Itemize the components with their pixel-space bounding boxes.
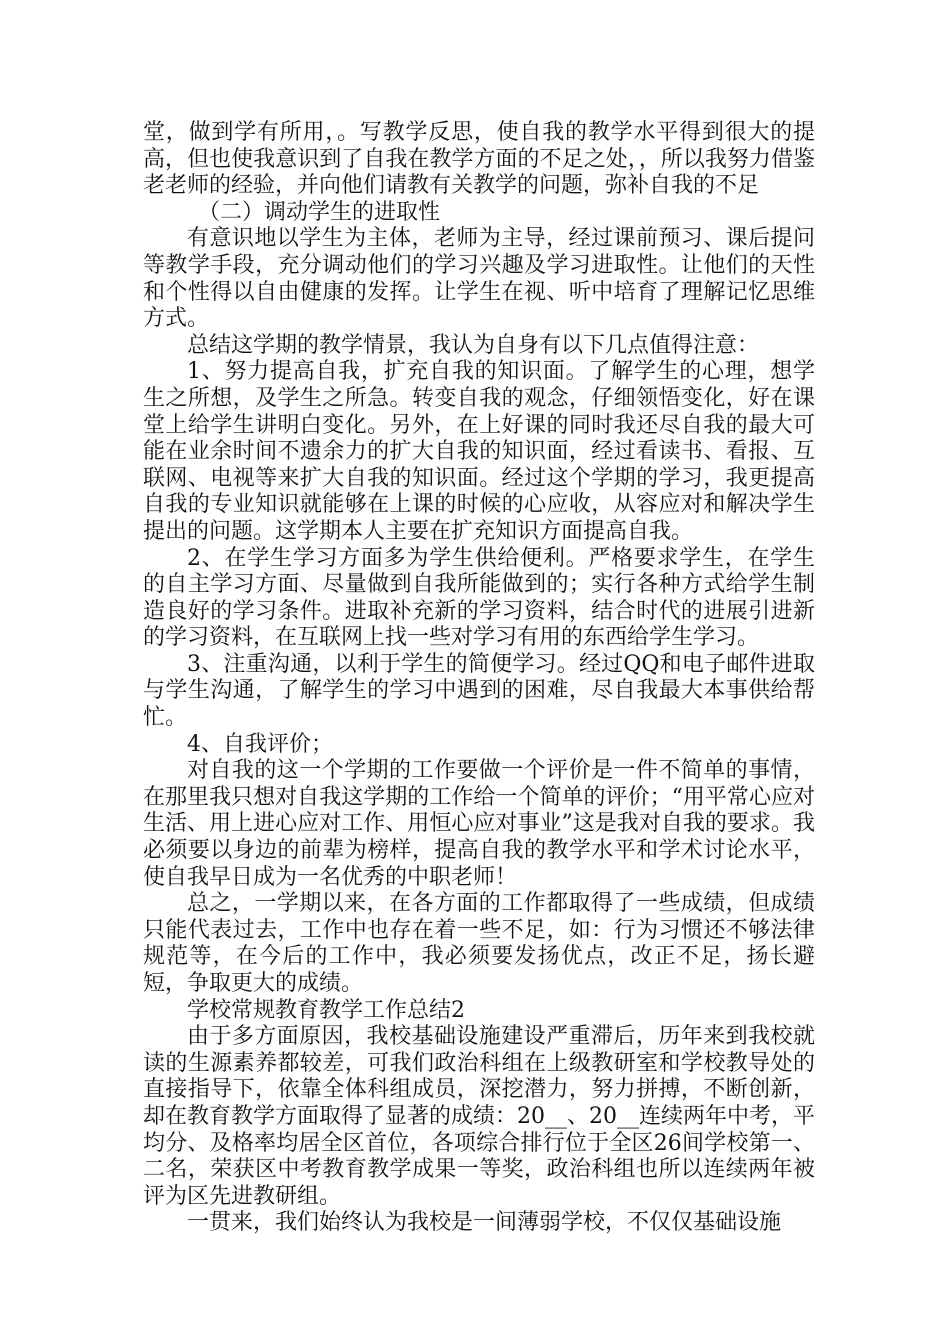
- list-item-paragraph: 1、努力提高自我，扩充自我的知识面。了解学生的心理，想学生之所想，及学生之所急。转变自我的观念，仔细领悟变化，好在课堂上给学生讲明白变化。另外，在上好课的同时我还尽自我的最大可能在业余时间不遗余力的扩大自我的知识面，经过看读书、看报、互联网、电视等来扩大自我的知识面。经过这个学期的学习，我更提高自我的专业知识就能够在上课的时候的心应收，从容应对和解决学生提出的问题。这学期本人主要在扩充知识方面提高自我。: [143, 359, 815, 544]
- paragraph: 堂，做到学有所用，。写教学反思，使自我的教学水平得到很大的提高，但也使我意识到了自我在教学方面的不足之处，，所以我努力借鉴老老师的经验，并向他们请教有关教学的问题，弥补自我的不足: [143, 120, 815, 199]
- paragraph: 总结这学期的教学情景，我认为自身有以下几点值得注意：: [187, 332, 760, 358]
- list-item-paragraph: 3、注重沟通，以利于学生的简便学习。经过QQ和电子邮件进取与学生沟通，了解学生的学习中遇到的困难，尽自我最大本事供给帮忙。: [143, 651, 815, 731]
- list-item-paragraph: 4、自我评价；: [187, 731, 333, 757]
- paragraph: 有意识地以学生为主体，老师为主导，经过课前预习、课后提问等教学手段，充分调动他们的学习兴趣及学习进取性。让他们的天性和个性得以自由健康的发挥。让学生在视、听中培育了理解记忆思维方式。: [143, 226, 815, 332]
- paragraph: 对自我的这一个学期的工作要做一个评价是一件不简单的事情，在那里我只想对自我这学期的工作给一个简单的评价；“用平常心应对生活、用上进心应对工作、用恒心应对事业”这是我对自我的要求。我必须要以身边的前辈为榜样，提高自我的教学水平和学术讨论水平，使自我早日成为一名优秀的中职老师！: [143, 758, 815, 890]
- paragraph: 一贯来，我们始终认为我校是一间薄弱学校，不仅仅基础设施: [187, 1210, 782, 1236]
- document-body: [143, 120, 815, 1237]
- paragraph: 由于多方面原因，我校基础设施建设严重滞后，历年来到我校就读的生源素养都较差，可我们政治科组在上级教研室和学校教导处的直接指导下，依靠全体科组成员，深挖潜力，努力拼搏，不断创新，却在教育教学方面取得了显著的成绩：20__、20__连续两年中考，平均分、及格率均居全区首位，各项综合排行位于全区26间学校第一、二名，荣获区中考教育教学成果一等奖，政治科组也所以连续两年被评为区先进教研组。: [143, 1024, 815, 1209]
- paragraph: 总之，一学期以来，在各方面的工作都取得了一些成绩，但成绩只能代表过去，工作中也存在着一些不足，如：行为习惯还不够法律规范等，在今后的工作中，我必须要发扬优点，改正不足，扬长避短，争取更大的成绩。: [143, 891, 815, 996]
- list-item-paragraph: 2、在学生学习方面多为学生供给便利。严格要求学生，在学生的自主学习方面、尽量做到自我所能做到的；实行各种方式给学生制造良好的学习条件。进取补充新的学习资料，结合时代的进展引进新的学习资料，在互联网上找一些对学习有用的东西给学生学习。: [143, 545, 815, 651]
- section-heading: （二）调动学生的进取性: [198, 199, 441, 225]
- section-title: 学校常规教育教学工作总结2: [187, 997, 465, 1023]
